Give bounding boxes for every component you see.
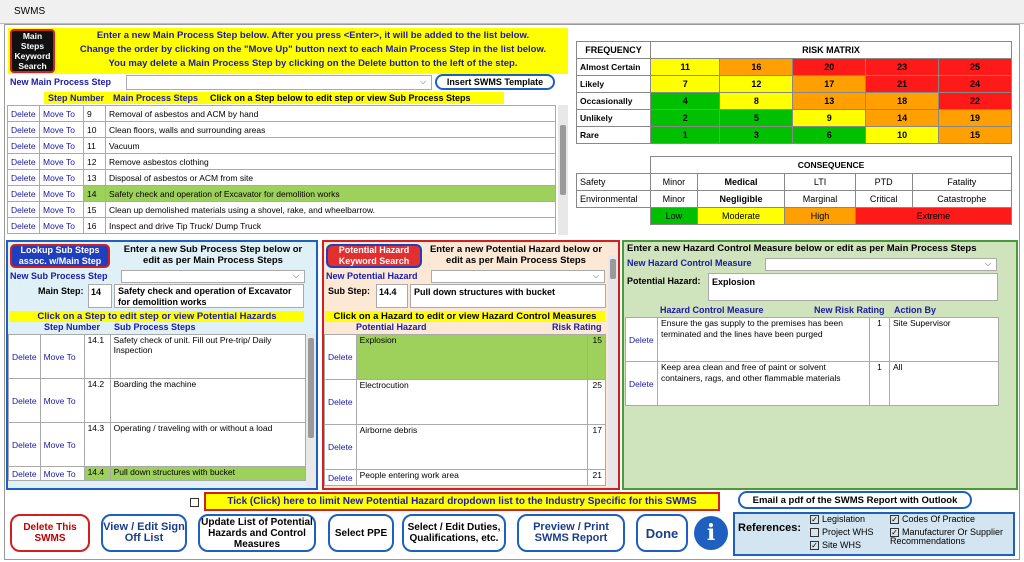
main-steps-scrollbar[interactable]: [558, 105, 568, 235]
table-row[interactable]: [8, 122, 556, 138]
risk-cell: 5: [720, 110, 793, 127]
risk-cell: 18: [866, 93, 939, 110]
window-title: SWMS: [14, 6, 46, 17]
risk-level-high: High: [785, 208, 856, 225]
table-row[interactable]: [9, 379, 306, 423]
sub-process-steps-header: Sub Process Steps: [114, 322, 196, 332]
move-to-button[interactable]: Move To: [40, 122, 84, 138]
hazard-text[interactable]: Electrocution: [356, 380, 587, 425]
move-to-button[interactable]: Move To: [40, 202, 84, 218]
checkbox-icon[interactable]: ✓: [891, 528, 898, 538]
step-text[interactable]: Remove asbestos clothing: [106, 154, 556, 170]
new-hazard-label: New Potential Hazard: [326, 271, 418, 281]
move-to-button[interactable]: Move To: [40, 218, 84, 234]
hazard-text[interactable]: Airborne debris: [356, 425, 587, 470]
table-row[interactable]: [325, 380, 606, 425]
consequence-cell: Fatality: [912, 174, 1011, 191]
consequence-cell: Catastrophe: [912, 191, 1011, 208]
email-pdf-button[interactable]: Email a pdf of the SWMS Report with Outlook: [738, 491, 972, 509]
sub-click-hint: Click on a Step to edit step or view Potential Hazards: [10, 311, 304, 322]
risk-cell: 3: [720, 127, 793, 144]
move-to-button[interactable]: Move To: [40, 379, 84, 423]
move-to-button[interactable]: Move To: [40, 335, 84, 379]
reference-label: Legislation: [822, 514, 866, 524]
delete-button[interactable]: Delete: [9, 335, 41, 379]
risk-cell: 20: [793, 59, 866, 76]
reference-checkbox[interactable]: [810, 528, 874, 537]
step-text[interactable]: Safety check of unit. Fill out Pre-trip/ Daily Inspection: [110, 335, 305, 379]
checkbox-icon[interactable]: ✓: [811, 541, 818, 551]
risk-cell: 1: [651, 127, 720, 144]
delete-button[interactable]: Delete: [626, 362, 658, 406]
lookup-sub-steps-button[interactable]: Lookup Sub Steps assoc. w/Main Step: [10, 244, 110, 268]
risk-cell: 12: [720, 76, 793, 93]
risk-cell: 16: [720, 59, 793, 76]
action-by[interactable]: Site Supervisor: [890, 318, 999, 362]
risk-matrix: [576, 41, 1012, 144]
view-edit-sign-off-button[interactable]: View / Edit Sign Off List: [101, 514, 187, 552]
frequency-label: Unlikely: [577, 110, 651, 127]
new-control-label: New Hazard Control Measure: [627, 258, 752, 268]
consequence-header: CONSEQUENCE: [651, 157, 1012, 174]
delete-button[interactable]: Delete: [325, 335, 357, 380]
industry-specific-tick-label[interactable]: Tick (Click) here to limit New Potential Hazard dropdown list to the Industry Specific for this SWMS: [204, 492, 720, 511]
risk-level-low: Low: [651, 208, 698, 225]
matrix-row: [577, 93, 1012, 110]
step-number[interactable]: 16: [84, 218, 106, 234]
delete-button[interactable]: Delete: [626, 318, 658, 362]
table-row[interactable]: [9, 335, 306, 379]
table-row[interactable]: [8, 218, 556, 234]
step-number[interactable]: 14.3: [84, 423, 110, 467]
sub-step-label: Sub Step:: [328, 286, 370, 296]
new-sub-step-label: New Sub Process Step: [10, 271, 108, 281]
move-to-button[interactable]: Move To: [40, 186, 84, 202]
risk-cell: 21: [866, 76, 939, 93]
step-text[interactable]: Pull down structures with bucket: [110, 467, 305, 481]
step-number[interactable]: 14.2: [84, 379, 110, 423]
reference-checkbox[interactable]: [810, 541, 861, 550]
hazard-click-hint: Click on a Hazard to edit or view Hazard Control Measures: [325, 311, 605, 322]
sub-step-text[interactable]: Pull down structures with bucket: [410, 284, 606, 308]
main-instructions: [60, 29, 566, 71]
step-number[interactable]: 14: [84, 186, 106, 202]
step-text[interactable]: Operating / traveling with or without a load: [110, 423, 305, 467]
frequency-label: Likely: [577, 76, 651, 93]
instruction-line-2: Change the order by clicking on the "Move Up" button next to each Main Process Step in the list below.: [79, 44, 547, 55]
table-row[interactable]: [9, 423, 306, 467]
risk-cell: 19: [939, 110, 1012, 127]
step-text[interactable]: Clean up demolished materials using a shovel, rake, and wheelbarrow.: [106, 202, 556, 218]
new-risk-rating[interactable]: 1: [870, 318, 890, 362]
industry-specific-checkbox[interactable]: [190, 497, 202, 507]
control-measure-header: Hazard Control Measure: [660, 305, 764, 315]
step-number[interactable]: 11: [84, 138, 106, 154]
table-row[interactable]: [8, 202, 556, 218]
control-text[interactable]: Keep area clean and free of paint or solvent containers, rags, and other flammable materials: [658, 362, 870, 406]
consequence-cell: Minor: [651, 191, 698, 208]
consequence-cell: LTI: [785, 174, 856, 191]
preview-print-report-button[interactable]: Preview / Print SWMS Report: [517, 514, 625, 552]
delete-button[interactable]: Delete: [8, 170, 40, 186]
risk-cell: 8: [720, 93, 793, 110]
risk-rating[interactable]: 15: [588, 335, 606, 380]
delete-button[interactable]: Delete: [8, 154, 40, 170]
move-to-button[interactable]: Move To: [40, 154, 84, 170]
reference-checkbox[interactable]: [890, 515, 975, 524]
references-checkboxes: [810, 515, 1014, 555]
risk-cell: 24: [939, 76, 1012, 93]
step-number[interactable]: 12: [84, 154, 106, 170]
risk-level-extreme: Extreme: [855, 208, 1011, 225]
risk-cell: 14: [866, 110, 939, 127]
checkbox-icon[interactable]: [810, 528, 819, 537]
frequency-header: FREQUENCY: [577, 42, 651, 59]
risk-cell: 2: [651, 110, 720, 127]
step-number[interactable]: 10: [84, 122, 106, 138]
delete-button[interactable]: Delete: [8, 186, 40, 202]
action-by[interactable]: All: [890, 362, 999, 406]
risk-cell: 13: [793, 93, 866, 110]
consequence-table: [576, 156, 1012, 225]
risk-cell: 6: [793, 127, 866, 144]
instruction-line-3: You may delete a Main Process Step by clicking on the Delete button to the left of the step.: [108, 58, 518, 69]
chevron-down-icon[interactable]: ⌵: [292, 271, 300, 280]
sub-steps-list: [8, 334, 306, 488]
step-number[interactable]: 14.1: [84, 335, 110, 379]
move-to-button[interactable]: Move To: [40, 138, 84, 154]
row-label: Safety: [577, 174, 651, 191]
step-number[interactable]: 14.4: [84, 467, 110, 481]
move-to-button[interactable]: Move To: [40, 106, 84, 122]
new-risk-rating[interactable]: 1: [870, 362, 890, 406]
chevron-down-icon[interactable]: ⌵: [984, 259, 992, 268]
chevron-down-icon[interactable]: ⌵: [419, 77, 427, 86]
delete-button[interactable]: Delete: [325, 470, 357, 486]
matrix-row: [577, 127, 1012, 144]
main-step-number[interactable]: 14: [88, 284, 112, 308]
step-text[interactable]: Safety check and operation of Excavator for demolition works: [106, 186, 556, 202]
new-hazard-input[interactable]: [431, 270, 605, 283]
chevron-down-icon[interactable]: ⌵: [592, 271, 600, 280]
checkbox-icon[interactable]: ✓: [811, 515, 818, 525]
new-risk-rating-header: New Risk Rating: [814, 305, 885, 315]
frequency-label: Almost Certain: [577, 59, 651, 76]
reference-label: Project WHS: [822, 527, 874, 537]
frequency-label: Occasionally: [577, 93, 651, 110]
consequence-cell: Critical: [855, 191, 912, 208]
done-button[interactable]: Done: [636, 514, 688, 552]
main-process-steps-header: Main Process Steps: [113, 93, 199, 103]
matrix-row: [577, 59, 1012, 76]
select-ppe-button[interactable]: Select PPE: [328, 514, 394, 552]
references-label: References:: [738, 522, 801, 534]
consequence-cell: PTD: [855, 174, 912, 191]
sub-steps-scrollbar[interactable]: [306, 334, 316, 488]
sub-step-number[interactable]: 14.4: [376, 284, 408, 308]
main-click-hint: Click on a Step below to edit step or view Sub Process Steps: [210, 93, 471, 103]
blank: [577, 208, 651, 225]
consequence-cell: Minor: [651, 174, 698, 191]
window-titlebar: [0, 0, 1024, 24]
table-row[interactable]: [325, 335, 606, 380]
control-instructions: Enter a new Hazard Control Measure below or edit as per Main Process Steps: [627, 243, 977, 254]
potential-hazard-header: Potential Hazard: [356, 322, 427, 332]
risk-level-moderate: Moderate: [697, 208, 785, 225]
hazard-instructions: Enter a new Potential Hazard below or edit as per Main Process Steps: [429, 244, 603, 266]
risk-rating-header: Risk Rating: [552, 322, 602, 332]
hazard-text[interactable]: Explosion: [356, 335, 587, 380]
risk-rating[interactable]: 21: [588, 470, 606, 486]
reference-label: Codes Of Practice: [902, 514, 976, 524]
table-row[interactable]: [8, 154, 556, 170]
frequency-label: Rare: [577, 127, 651, 144]
delete-button[interactable]: Delete: [9, 379, 41, 423]
step-number[interactable]: 13: [84, 170, 106, 186]
new-main-step-input[interactable]: [126, 75, 432, 90]
info-icon[interactable]: i: [694, 516, 728, 550]
blank: [577, 157, 651, 174]
risk-rating[interactable]: 17: [588, 425, 606, 470]
action-by-header: Action By: [894, 305, 937, 315]
table-row[interactable]: [626, 362, 999, 406]
step-number[interactable]: 9: [84, 106, 106, 122]
delete-button[interactable]: Delete: [9, 467, 41, 481]
delete-swms-button[interactable]: Delete This SWMS: [10, 514, 90, 552]
checkbox-icon[interactable]: ✓: [891, 515, 898, 525]
insert-swms-template-button[interactable]: Insert SWMS Template: [435, 74, 555, 90]
consequence-cell: Marginal: [785, 191, 856, 208]
reference-label: Site WHS: [822, 540, 862, 550]
move-to-button[interactable]: Move To: [40, 170, 84, 186]
potential-hazard-keyword-search-button[interactable]: Potential Hazard Keyword Search: [326, 244, 422, 268]
hazard-text[interactable]: People entering work area: [356, 470, 587, 486]
reference-label: Manufacturer Or Supplier Recommendations: [890, 527, 1004, 547]
table-row[interactable]: [9, 467, 306, 481]
sub-step-number-header: Step Number: [44, 322, 101, 332]
matrix-row: [577, 76, 1012, 93]
instruction-line-1: Enter a new Main Process Step below. After you press <Enter>, it will be added to the list below.: [96, 30, 530, 41]
table-row[interactable]: [325, 425, 606, 470]
risk-cell: 9: [793, 110, 866, 127]
consequence-cell: Medical: [697, 174, 785, 191]
main-step-label: Main Step:: [38, 286, 84, 296]
reference-checkbox[interactable]: [890, 528, 1014, 546]
step-number-header: Step Number: [48, 93, 105, 103]
hazard-scrollbar[interactable]: [608, 255, 618, 488]
risk-cell: 11: [651, 59, 720, 76]
potential-hazard-label: Potential Hazard:: [627, 276, 701, 286]
risk-cell: 4: [651, 93, 720, 110]
control-text[interactable]: Ensure the gas supply to the premises has been terminated and the lines have been purged: [658, 318, 870, 362]
delete-button[interactable]: Delete: [9, 423, 41, 467]
main-step-text[interactable]: Safety check and operation of Excavator for demolition works: [114, 284, 304, 308]
delete-button[interactable]: Delete: [8, 138, 40, 154]
risk-cell: 25: [939, 59, 1012, 76]
step-text[interactable]: Inspect and drive Tip Truck/ Dump Truck: [106, 218, 556, 234]
table-row[interactable]: [8, 170, 556, 186]
potential-hazard-value[interactable]: Explosion: [708, 273, 998, 301]
table-row[interactable]: [8, 138, 556, 154]
update-hazards-list-button[interactable]: Update List of Potential Hazards and Control Measures: [198, 514, 316, 552]
risk-cell: 15: [939, 127, 1012, 144]
delete-button[interactable]: Delete: [8, 122, 40, 138]
delete-button[interactable]: Delete: [8, 106, 40, 122]
delete-button[interactable]: Delete: [8, 218, 40, 234]
table-row[interactable]: [325, 470, 606, 486]
risk-matrix-title: RISK MATRIX: [651, 42, 1012, 59]
sub-instructions: Enter a new Sub Process Step below or edit as per Main Process Steps: [123, 244, 303, 266]
risk-cell: 22: [939, 93, 1012, 110]
new-sub-step-input[interactable]: [121, 270, 305, 283]
step-text[interactable]: Boarding the machine: [110, 379, 305, 423]
risk-rating[interactable]: 25: [588, 380, 606, 425]
move-to-button[interactable]: Move To: [40, 467, 84, 481]
step-text[interactable]: Disposal of asbestos or ACM from site: [106, 170, 556, 186]
step-number[interactable]: 15: [84, 202, 106, 218]
risk-cell: 17: [793, 76, 866, 93]
risk-cell: 23: [866, 59, 939, 76]
table-row[interactable]: [8, 106, 556, 122]
consequence-cell: Negligible: [697, 191, 785, 208]
matrix-row: [577, 110, 1012, 127]
row-label: Environmental: [577, 191, 651, 208]
select-edit-duties-button[interactable]: Select / Edit Duties, Qualifications, etc.: [402, 514, 506, 552]
table-row[interactable]: [8, 186, 556, 202]
step-text[interactable]: Removal of asbestos and ACM by hand: [106, 106, 556, 122]
move-to-button[interactable]: Move To: [40, 423, 84, 467]
new-control-input[interactable]: [765, 258, 997, 271]
delete-button[interactable]: Delete: [325, 380, 357, 425]
risk-cell: 10: [866, 127, 939, 144]
risk-cell: 7: [651, 76, 720, 93]
step-text[interactable]: Clean floors, walls and surrounding areas: [106, 122, 556, 138]
table-row[interactable]: [626, 318, 999, 362]
delete-button[interactable]: Delete: [325, 425, 357, 470]
reference-checkbox[interactable]: [810, 515, 865, 524]
main-steps-keyword-search-button[interactable]: Main Steps Keyword Search: [10, 29, 55, 73]
hazard-list: [324, 334, 606, 488]
main-steps-list: [7, 105, 556, 234]
delete-button[interactable]: Delete: [8, 202, 40, 218]
control-list: [625, 317, 999, 406]
step-text[interactable]: Vacuum: [106, 138, 556, 154]
new-main-step-label: New Main Process Step: [10, 77, 112, 87]
